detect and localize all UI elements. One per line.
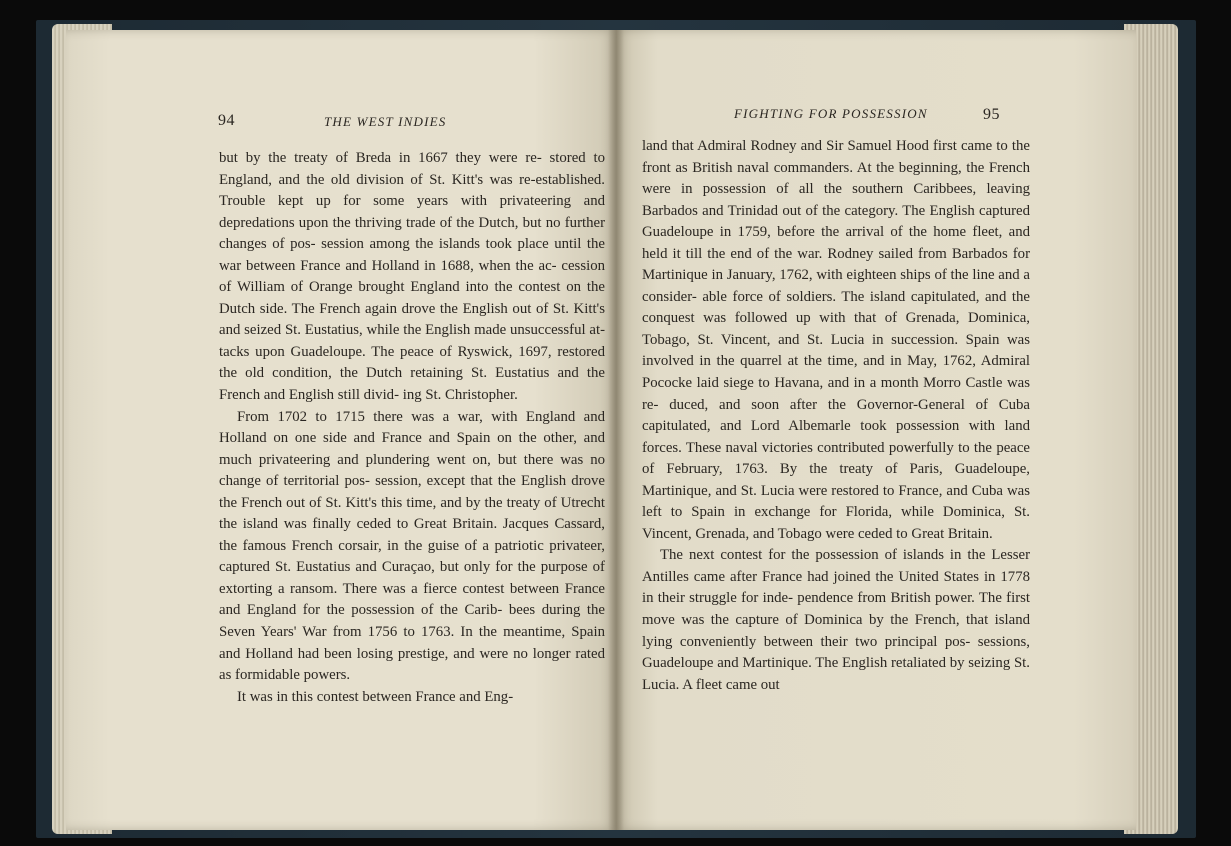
right-page: [616, 30, 1136, 830]
paragraph: land that Admiral Rodney and Sir Samuel Hood first came to the front as British naval commanders. At the beginning, the French were in possession of all the southern Caribbees, leaving Barbados and Trinidad out of the category. The English captured Guadeloupe in 1759, before the arrival of the home fleet, and held it till the end of the war. Rodney sailed from Barbados for Martinique in January, 1762, with eighteen ships of the line and a consider- able force of soldiers. The island capitulated, and the conquest was followed up with that of Grenada, Dominica, Tobago, St. Vincent, and St. Lucia in succession. Spain was involved in the quarrel at the time, and in May, 1762, Admiral Pococke laid siege to Havana, and in a month Morro Castle was re- duced, and soon after the Governor-General of Cuba capitulated, and Lord Albemarle took possession with land forces. These naval victories contributed powerfully to the peace of February, 1763. By the treaty of Paris, Guadeloupe, Martinique, and St. Lucia were restored to France, and Cuba was left to Spain in exchange for Florida, while Dominica, St. Vincent, Grenada, and Tobago were ceded to Great Britain.: [642, 138, 1030, 542]
paragraph: It was in this contest between France and Eng-: [237, 688, 514, 705]
book-gutter: [608, 30, 624, 830]
right-page-header: [616, 106, 1136, 136]
paragraph: The next contest for the possession of islands in the Lesser Antilles came after France had joined the United States in 1778 in their struggle for inde- pendence from British power. The first move was the capture of Dominica by the French, that island lying conveniently between their two principal pos- sessions, Guadeloupe and Martinique. The English retaliated by seizing St. Lucia. A fleet came out: [642, 547, 1030, 693]
left-page-body: [219, 148, 605, 708]
left-page-header: [66, 112, 616, 136]
paragraph: but by the treaty of Breda in 1667 they were re- stored to England, and the old division of St. Kitt's was re-established. Trouble kept up for some years with privateering and depredations upon the thriving trade of the Dutch, but no further changes of pos- session among the islands took place until the war between France and Holland in 1688, when the ac- cession of William of Orange brought England into the contest on the Dutch side. The French again drove the English out of St. Kitt's and seized St. Eustatius, while the English made unsuccessful at- tacks upon Guadeloupe. The peace of Ryswick, 1697, restored the old condition, the Dutch retaining St. Eustatius and the French and English still divid- ing St. Christopher.: [219, 150, 605, 404]
running-head: FIGHTING FOR POSSESSION: [734, 106, 928, 121]
paragraph: From 1702 to 1715 there was a war, with England and Holland on one side and France and Spain on the other, and much privateering and plundering went on, but there was no change of territorial pos- session, except that the English drove the French out of St. Kitt's this time, and by the treaty of Utrecht the island was finally ceded to Great Britain. Jacques Cassard, the famous French corsair, in the guise of a patriotic privateer, captured St. Eustatius and Curaçao, but only for the purpose of extorting a ransom. There was a fierce contest between France and England for the possession of the Carib- bees during the Seven Years' War from 1756 to 1763. In the meantime, Spain and Holland had been losing prestige, and were no longer rated as formidable powers.: [219, 408, 605, 684]
running-head: THE WEST INDIES: [324, 114, 447, 129]
right-page-body: [642, 136, 1030, 696]
left-page: [66, 30, 616, 830]
page-number: 94: [218, 112, 235, 129]
page-number: 95: [983, 106, 1000, 123]
